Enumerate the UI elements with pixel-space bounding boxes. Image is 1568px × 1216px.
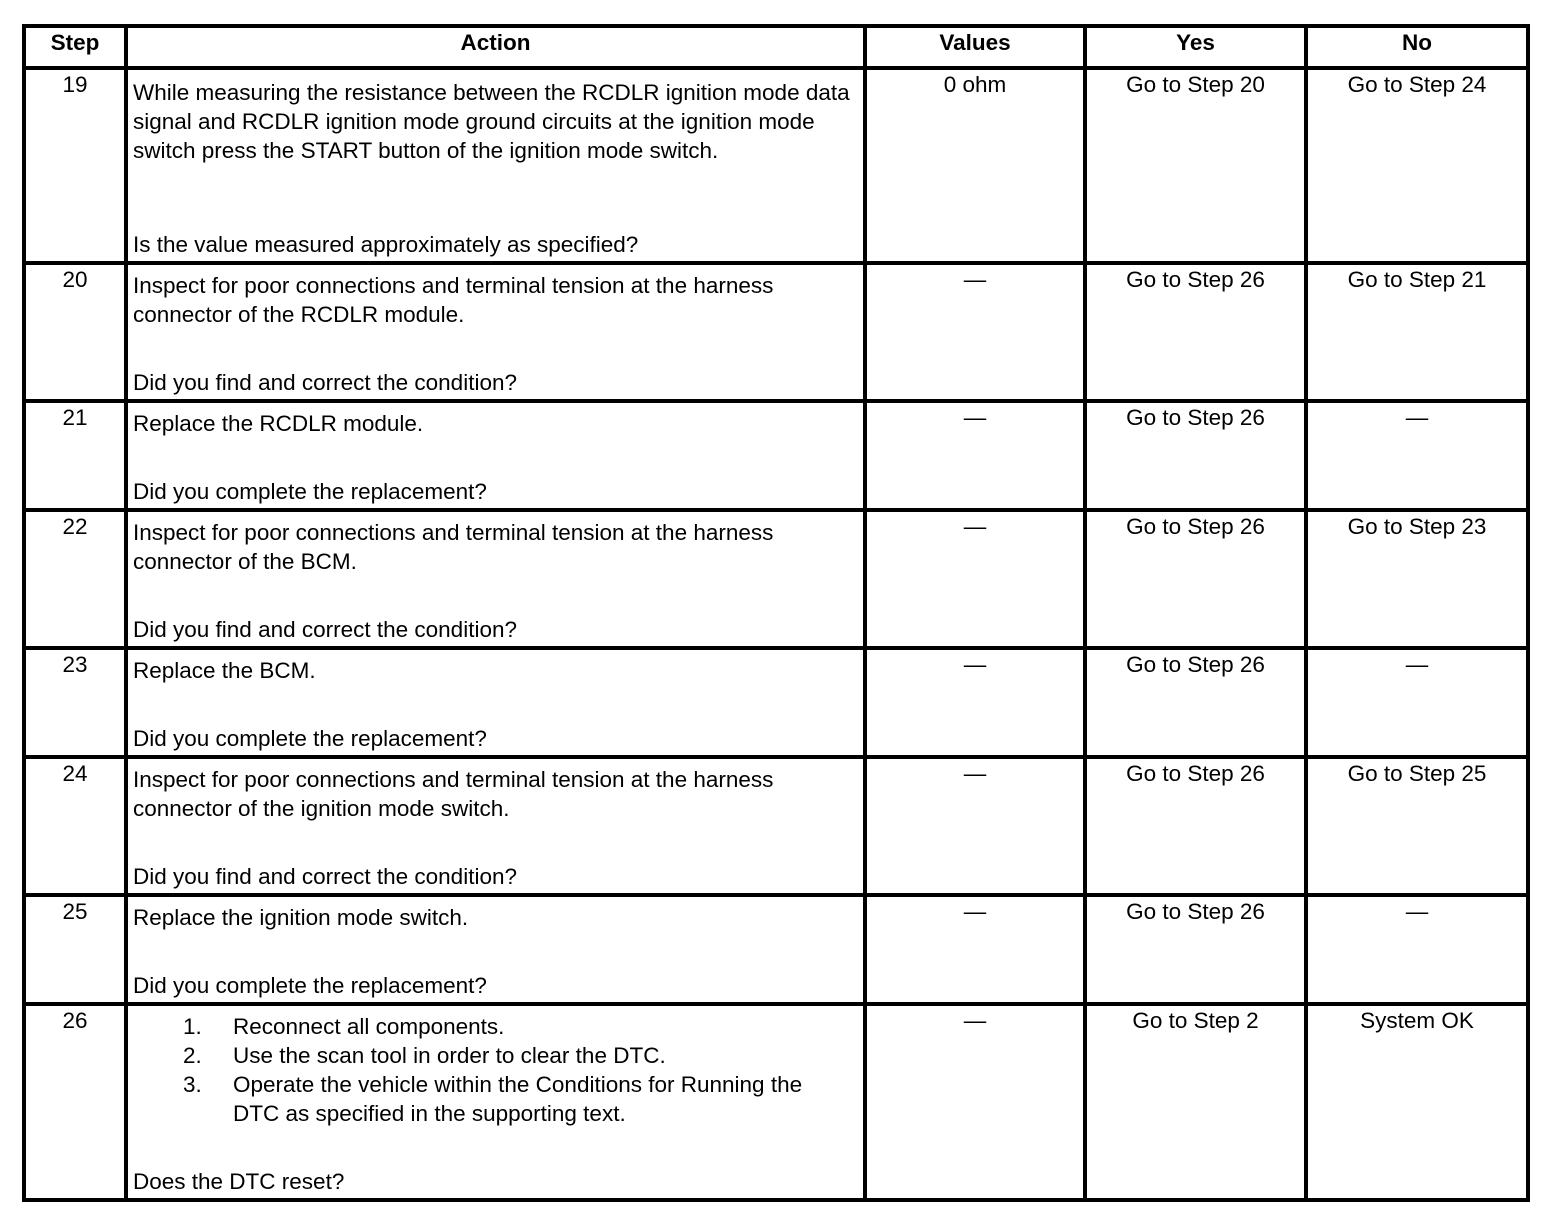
- action-cell: [126, 510, 865, 648]
- no-cell: [1306, 1004, 1528, 1200]
- table-row: [24, 68, 1528, 263]
- list-item: [128, 1070, 863, 1128]
- value-cell: —: [865, 757, 1085, 895]
- list-item-text: Reconnect all components.: [233, 1014, 505, 1039]
- action-question: Did you find and correct the condition?: [133, 617, 517, 642]
- no-cell: [1306, 401, 1528, 510]
- step-number: 26: [24, 1004, 126, 1200]
- list-item: [128, 1012, 863, 1041]
- value-cell: —: [865, 401, 1085, 510]
- no-cell: [1306, 263, 1528, 401]
- no-text: Go to Step 23: [1347, 514, 1487, 539]
- yes-cell: [1085, 1004, 1306, 1200]
- header-yes: Yes: [1085, 26, 1306, 68]
- table-row: [24, 401, 1528, 510]
- yes-text: Go to Step 2: [1132, 1008, 1259, 1033]
- no-cell: [1306, 510, 1528, 648]
- header-row: [24, 26, 1528, 68]
- action-cell: [126, 263, 865, 401]
- no-text: Go to Step 21: [1347, 267, 1487, 292]
- table-row: [24, 1004, 1528, 1200]
- table-row: [24, 757, 1528, 895]
- yes-text: Go to Step 26: [1126, 899, 1265, 924]
- table-row: [24, 510, 1528, 648]
- yes-text: Go to Step 26: [1126, 514, 1265, 539]
- action-cell: [126, 68, 865, 263]
- action-question: Did you complete the replacement?: [133, 726, 487, 751]
- no-text: Go to Step 25: [1347, 761, 1487, 786]
- step-number: 21: [24, 401, 126, 510]
- header-no: No: [1306, 26, 1528, 68]
- action-instruction: Inspect for poor connections and terminal tension at the harness connector of the BCM.: [133, 520, 774, 574]
- yes-cell: [1085, 263, 1306, 401]
- yes-text: Go to Step 26: [1126, 405, 1265, 430]
- step-number: 19: [24, 68, 126, 263]
- yes-text: Go to Step 20: [1126, 72, 1265, 97]
- step-number: 20: [24, 263, 126, 401]
- action-steps-list: [128, 1006, 863, 1128]
- list-item: [128, 1041, 863, 1070]
- action-question: Did you find and correct the condition?: [133, 864, 517, 889]
- list-item-text: Operate the vehicle within the Conditions for Running the DTC as specified in the supporting text.: [233, 1072, 803, 1126]
- list-item-number: 2.: [183, 1043, 202, 1068]
- value-cell: —: [865, 510, 1085, 648]
- yes-text: Go to Step 26: [1126, 761, 1265, 786]
- step-number: 24: [24, 757, 126, 895]
- step-number: 23: [24, 648, 126, 757]
- action-cell: [126, 648, 865, 757]
- no-text: System OK: [1360, 1008, 1474, 1033]
- no-text: —: [1405, 899, 1429, 924]
- value-cell: 0 ohm: [865, 68, 1085, 263]
- action-instruction: Inspect for poor connections and terminal tension at the harness connector of the RCDLR module.: [133, 273, 774, 327]
- list-item-text: Use the scan tool in order to clear the DTC.: [233, 1043, 666, 1068]
- header-step: Step: [24, 26, 126, 68]
- no-text: Go to Step 24: [1347, 72, 1487, 97]
- yes-text: Go to Step 26: [1126, 652, 1265, 677]
- action-question: Did you complete the replacement?: [133, 973, 487, 998]
- action-instruction: Replace the RCDLR module.: [133, 411, 424, 436]
- action-question: Is the value measured approximately as specified?: [133, 232, 639, 257]
- action-instruction: While measuring the resistance between the RCDLR ignition mode data signal and RCDLR ignition mode ground circuits at the ignition mode switch press the START button of the ignition mode switch.: [133, 80, 850, 163]
- no-text: —: [1405, 405, 1429, 430]
- yes-cell: [1085, 401, 1306, 510]
- yes-cell: [1085, 757, 1306, 895]
- action-cell: [126, 895, 865, 1004]
- list-item-number: 3.: [183, 1072, 202, 1097]
- action-cell: [126, 401, 865, 510]
- yes-cell: [1085, 510, 1306, 648]
- step-number: 22: [24, 510, 126, 648]
- action-question: Does the DTC reset?: [133, 1169, 345, 1194]
- action-instruction: Replace the ignition mode switch.: [133, 905, 469, 930]
- action-cell: [126, 1004, 865, 1200]
- table-row: [24, 648, 1528, 757]
- yes-cell: [1085, 68, 1306, 263]
- no-cell: [1306, 68, 1528, 263]
- value-cell: —: [865, 263, 1085, 401]
- header-values: Values: [865, 26, 1085, 68]
- table-row: [24, 263, 1528, 401]
- value-cell: —: [865, 895, 1085, 1004]
- no-cell: [1306, 895, 1528, 1004]
- no-cell: [1306, 648, 1528, 757]
- step-number: 25: [24, 895, 126, 1004]
- value-cell: —: [865, 648, 1085, 757]
- no-cell: [1306, 757, 1528, 895]
- action-instruction: Replace the BCM.: [133, 658, 316, 683]
- action-instruction: Inspect for poor connections and terminal tension at the harness connector of the ignition mode switch.: [133, 767, 774, 821]
- action-question: Did you complete the replacement?: [133, 479, 487, 504]
- yes-cell: [1085, 895, 1306, 1004]
- value-cell: —: [865, 1004, 1085, 1200]
- yes-cell: [1085, 648, 1306, 757]
- diagnostic-table: [22, 24, 1530, 1202]
- list-item-number: 1.: [183, 1014, 202, 1039]
- action-cell: [126, 757, 865, 895]
- yes-text: Go to Step 26: [1126, 267, 1265, 292]
- header-action: Action: [126, 26, 865, 68]
- table-row: [24, 895, 1528, 1004]
- no-text: —: [1405, 652, 1429, 677]
- action-question: Did you find and correct the condition?: [133, 370, 517, 395]
